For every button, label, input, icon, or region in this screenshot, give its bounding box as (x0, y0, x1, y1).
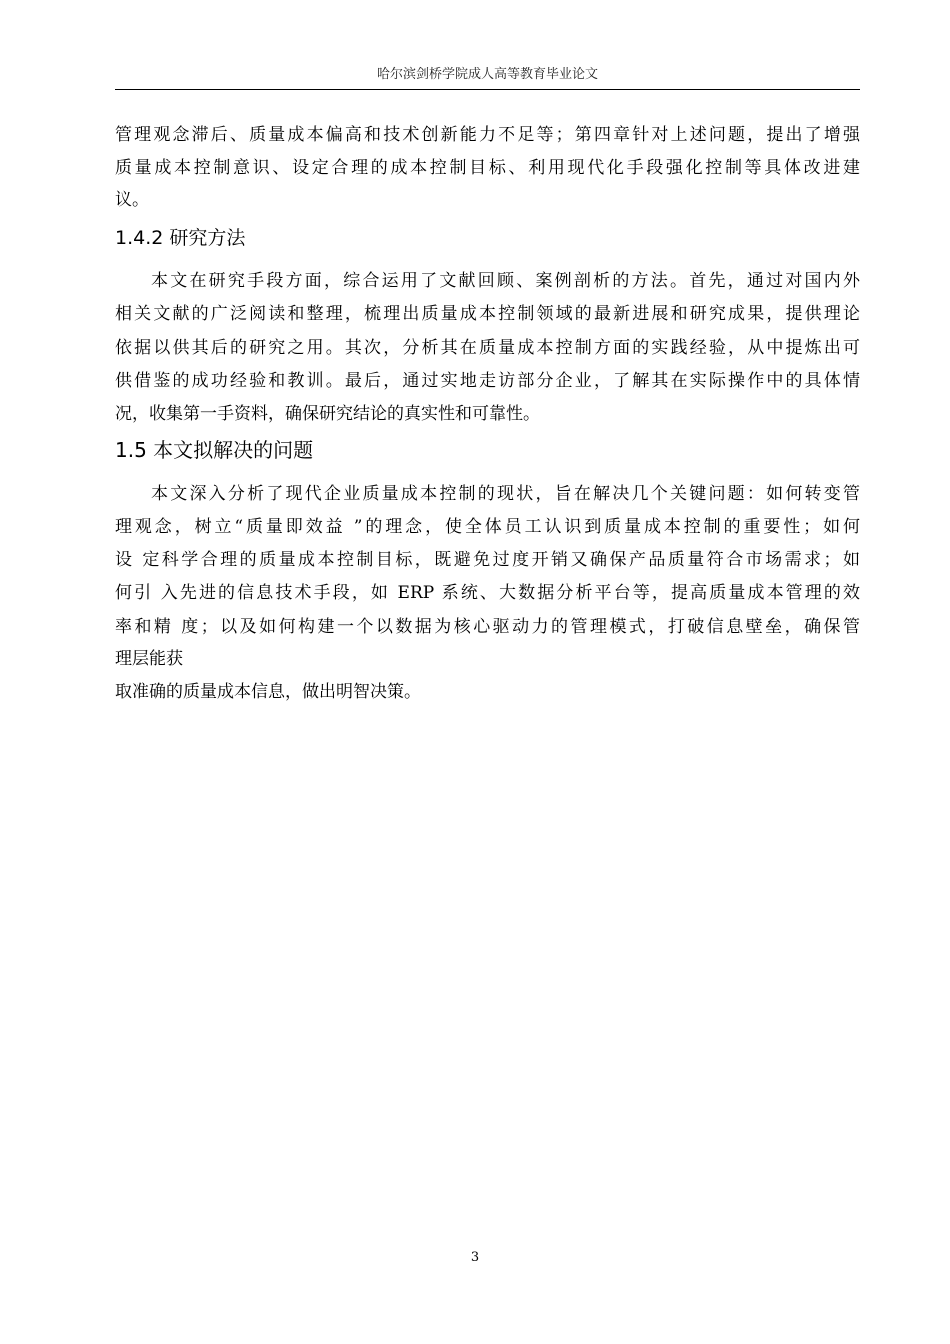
paragraph-line: 取准确的质量成本信息，做出明智决策。 (115, 682, 421, 702)
paragraph-line: 本文在研究手段方面，综合运用了文献回顾、案例剖析的方法。首先，通过对国内外 (151, 271, 860, 291)
paragraph-line: 理观念，树立“质量即效益 ”的理念，使全体员工认识到质量成本控制的重要性；如何 (115, 517, 860, 537)
page-number: 3 (470, 1250, 480, 1265)
paragraph-line: 相关文献的广泛阅读和整理，梳理出质量成本控制领域的最新进展和研究成果，提供理论 (115, 304, 860, 324)
paragraph-line: 何引 入先进的信息技术手段，如 ERP 系统、大数据分析平台等，提高质量成本管理的效 (115, 583, 860, 603)
paragraph-line: 质量成本控制意识、设定合理的成本控制目标、利用现代化手段强化控制等具体改进建 (115, 158, 860, 178)
section-heading-problems: 1.5 本文拟解决的问题 (115, 438, 314, 462)
paragraph-line: 议。 (115, 190, 149, 210)
paragraph-line: 况，收集第一手资料，确保研究结论的真实性和可靠性。 (115, 404, 540, 424)
paragraph-line: 本文深入分析了现代企业质量成本控制的现状，旨在解决几个关键问题：如何转变管 (151, 484, 860, 504)
page-header-title: 哈尔滨剑桥学院成人高等教育毕业论文 (376, 67, 598, 82)
paragraph-line: 供借鉴的成功经验和教训。最后，通过实地走访部分企业，了解其在实际操作中的具体情 (115, 371, 860, 391)
paragraph-line: 理层能获 (115, 649, 183, 669)
paragraph-line: 设 定科学合理的质量成本控制目标，既避免过度开销又确保产品质量符合市场需求；如 (115, 550, 860, 570)
paragraph-line: 率和精 度；以及如何构建一个以数据为核心驱动力的管理模式，打破信息壁垒，确保管 (115, 617, 860, 637)
paragraph-line: 依据以供其后的研究之用。其次，分析其在质量成本控制方面的实践经验，从中提炼出可 (115, 338, 860, 358)
header-divider (115, 89, 860, 90)
section-heading-research-methods: 1.4.2 研究方法 (115, 227, 246, 249)
paragraph-line: 管理观念滞后、质量成本偏高和技术创新能力不足等；第四章针对上述问题，提出了增强 (115, 125, 860, 145)
